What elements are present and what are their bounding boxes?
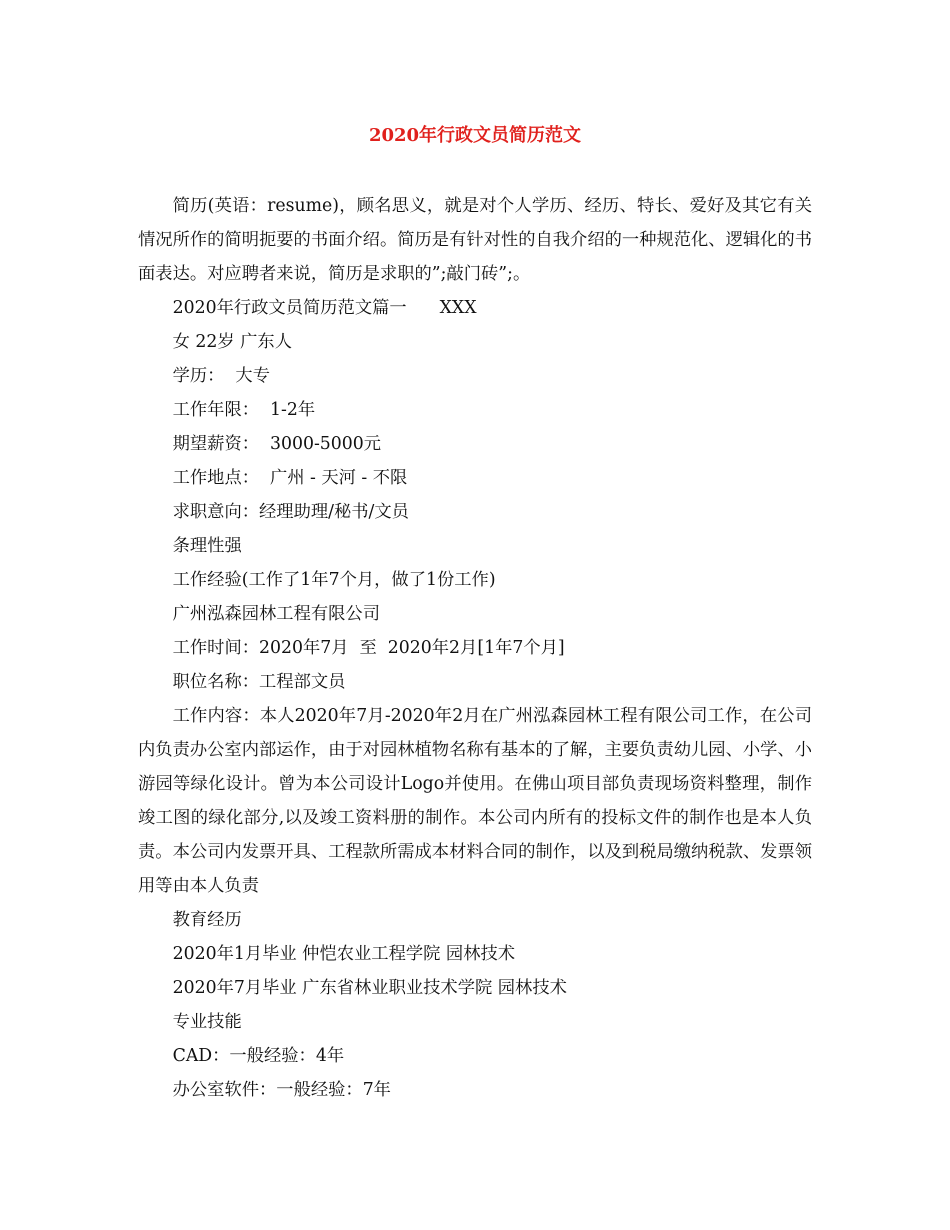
intro-paragraph: 简历(英语：resume)，顾名思义，就是对个人学历、经历、特长、爱好及其它有关情况所作的简明扼要的书面介绍。简历是有针对性的自我介绍的一种规范化、逻辑化的书面表达。对应聘者来说，简历是求职的”;敲门砖”;。 bbox=[138, 196, 812, 284]
work-content-paragraph: 工作内容：本人2020年7月-2020年2月在广州泓森园林工程有限公司工作，在公司内负责办公室内部运作，由于对园林植物名称有基本的了解，主要负责幼儿园、小学、小游园等绿化设计。曾为本公司设计Logo并使用。在佛山项目部负责现场资料整理，制作竣工图的绿化部分,以及竣工资料册的制作。本公司内所有的投标文件的制作也是本人负责。本公司内发票开具、工程款所需成本材料合同的制作，以及到税局缴纳税款、发票领用等由本人负责 bbox=[138, 706, 812, 896]
work-years-line: 工作年限： 1-2年 bbox=[172, 400, 316, 420]
trait-line: 条理性强 bbox=[172, 536, 242, 556]
document-body bbox=[138, 189, 812, 1107]
skill-office-line: 办公室软件：一般经验：7年 bbox=[172, 1080, 391, 1100]
document-title: 2020年行政文员简历范文 bbox=[368, 125, 582, 146]
position-title-line: 职位名称：工程部文员 bbox=[172, 672, 346, 692]
education-entry-1: 2020年1月毕业 仲恺农业工程学院 园林技术 bbox=[172, 944, 516, 964]
work-period-line: 工作时间：2020年7月 至 2020年2月[1年7个月] bbox=[172, 638, 565, 658]
education-entry-2: 2020年7月毕业 广东省林业职业技术学院 园林技术 bbox=[172, 978, 567, 998]
company-name-line: 广州泓森园林工程有限公司 bbox=[172, 604, 380, 624]
skills-heading: 专业技能 bbox=[172, 1012, 242, 1032]
work-experience-heading: 工作经验(工作了1年7个月，做了1份工作) bbox=[172, 570, 496, 590]
expected-salary-line: 期望薪资： 3000-5000元 bbox=[172, 434, 382, 454]
personal-info-line: 女 22岁 广东人 bbox=[172, 332, 292, 352]
resume-header-line: 2020年行政文员简历范文篇一 XXX bbox=[172, 298, 477, 318]
education-heading: 教育经历 bbox=[172, 910, 242, 930]
job-intention-line: 求职意向：经理助理/秘书/文员 bbox=[172, 502, 409, 522]
work-location-line: 工作地点： 广州 - 天河 - 不限 bbox=[172, 468, 408, 488]
skill-cad-line: CAD：一般经验：4年 bbox=[172, 1046, 345, 1066]
education-level-line: 学历： 大专 bbox=[172, 366, 270, 386]
